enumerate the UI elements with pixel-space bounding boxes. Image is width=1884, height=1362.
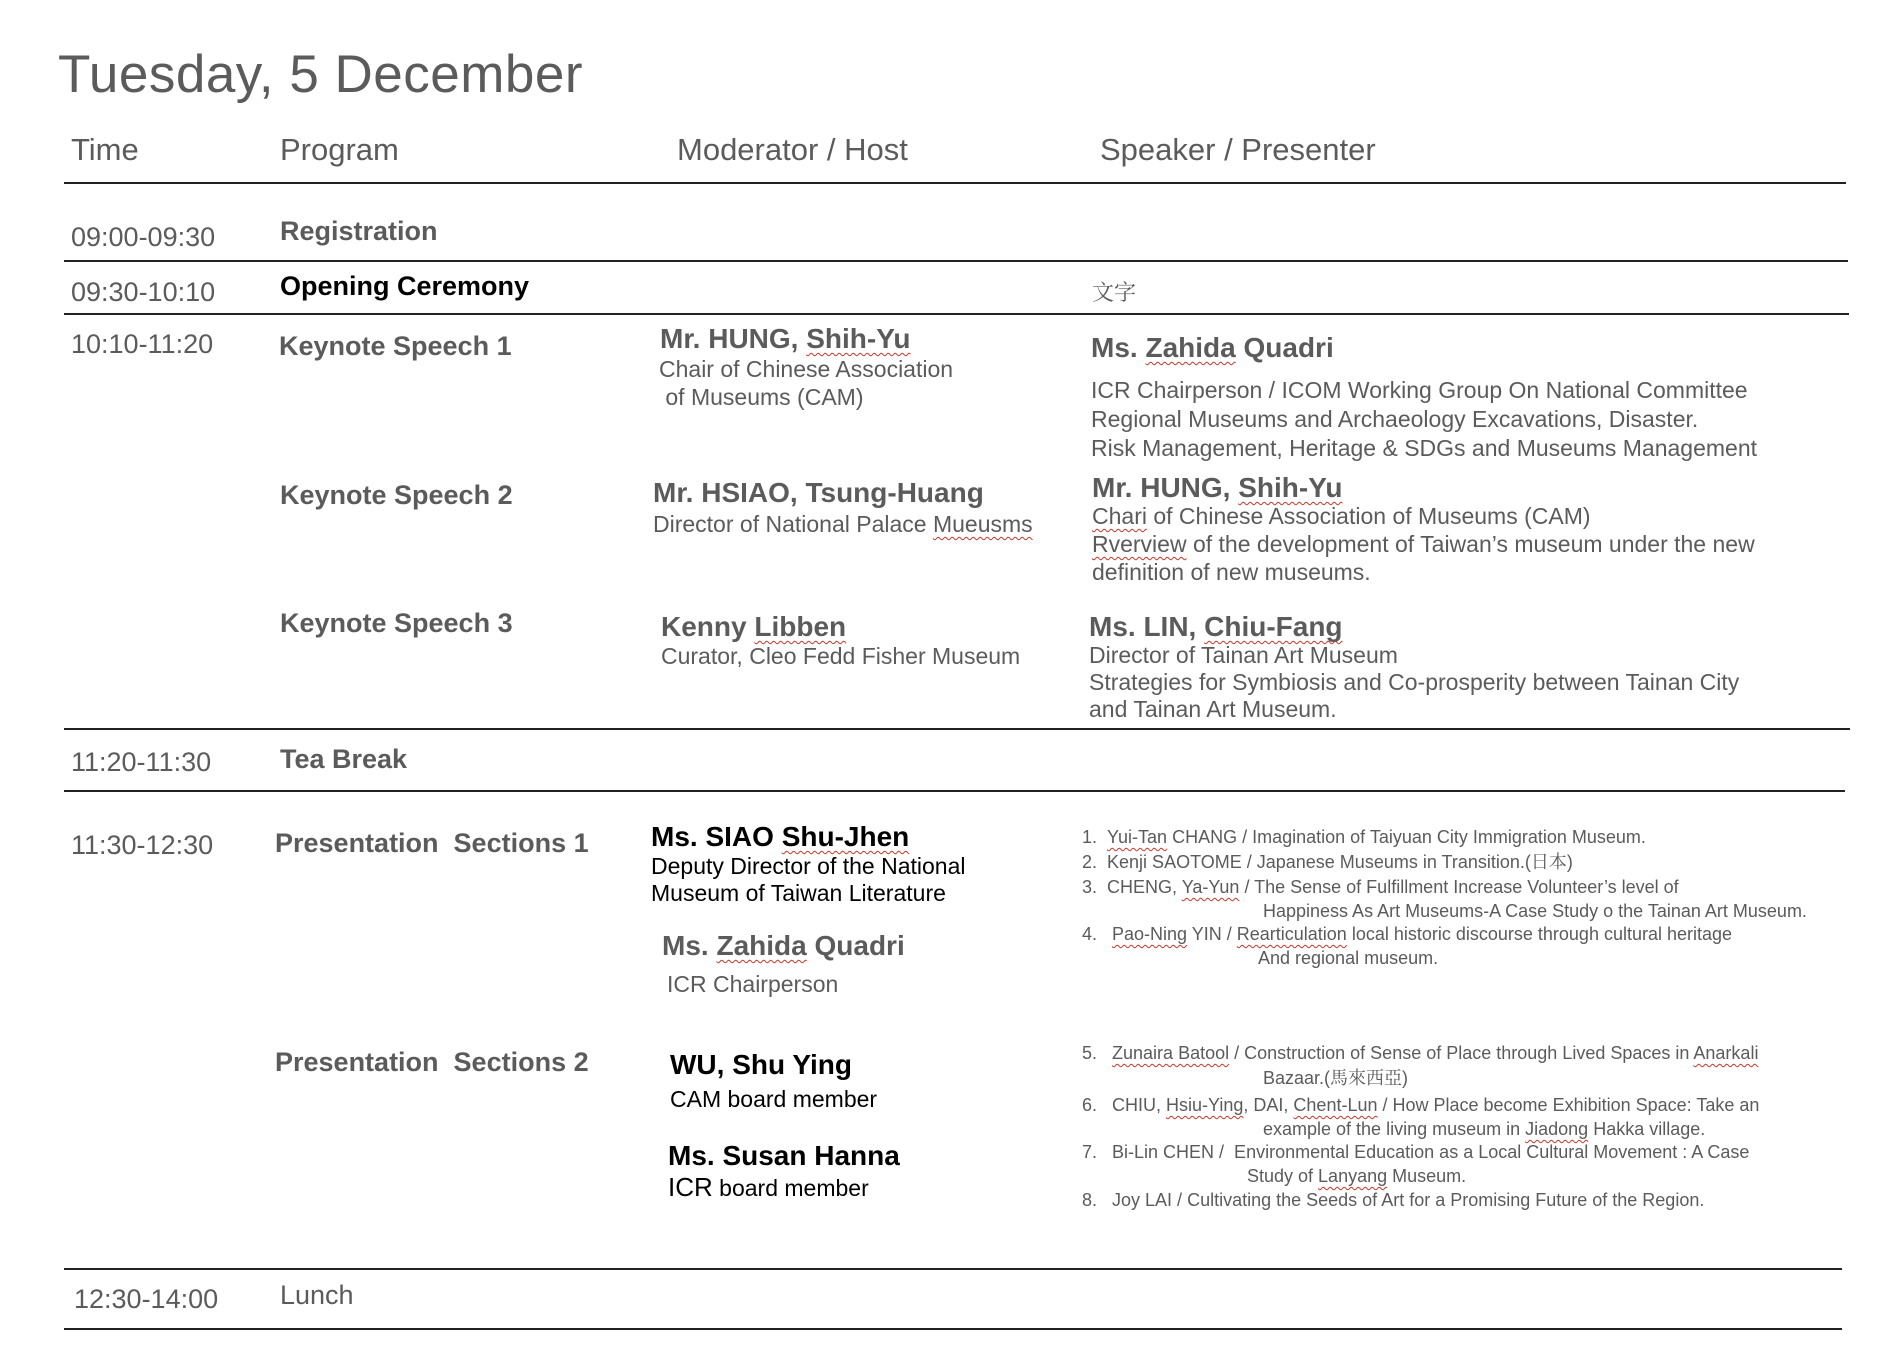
list-item: 2. Kenji SAOTOME / Japanese Museums in Transition.(日本): [1082, 852, 1573, 872]
speaker-name: Ms. LIN, Chiu-Fang: [1089, 611, 1343, 642]
list-item: 4. Pao-Ning YIN / Rearticulation local historic discourse through cultural heritage: [1082, 924, 1733, 944]
moderator-name: Mr. HSIAO, Tsung-Huang: [653, 477, 984, 508]
list-item: 8. Joy LAI / Cultivating the Seeds of Art for a Promising Future of the Region.: [1082, 1190, 1705, 1210]
speaker-opening: 文字: [1092, 280, 1137, 305]
divider: [64, 260, 1848, 262]
moderator-title: Curator, Cleo Fedd Fisher Museum: [661, 643, 1021, 669]
moderator-name: Ms. Zahida Quadri: [662, 930, 905, 961]
time-opening: 09:30-10:10: [71, 277, 216, 307]
list-item-continuation: Bazaar.(馬來西亞): [1263, 1068, 1409, 1088]
program-keynote-2: Keynote Speech 2: [280, 480, 513, 510]
moderator-name: Kenny Libben: [661, 611, 847, 642]
header-speaker: Speaker / Presenter: [1100, 132, 1376, 167]
program-registration: Registration: [280, 216, 438, 246]
divider: [64, 728, 1850, 730]
time-presentations: 11:30-12:30: [71, 830, 214, 860]
divider: [64, 790, 1845, 792]
list-item-continuation: Happiness As Art Museums-A Case Study o the Tainan Art Museum.: [1263, 901, 1807, 921]
divider: [64, 1328, 1842, 1330]
program-lunch: Lunch: [280, 1280, 354, 1310]
program-keynote-3: Keynote Speech 3: [280, 608, 513, 638]
divider: [64, 313, 1849, 315]
list-item-continuation: Study of Lanyang Museum.: [1247, 1166, 1467, 1186]
time-tea: 11:20-11:30: [71, 747, 212, 777]
time-lunch: 12:30-14:00: [74, 1284, 219, 1314]
header-time: Time: [71, 132, 139, 167]
moderator-title: ICR board member: [668, 1172, 869, 1202]
divider: [64, 182, 1846, 184]
speaker-topic: ICR Chairperson / ICOM Working Group On National Committee Regional Museums and Archaeology Excavations, Disaster. Risk Management, Heritage & SDGs and Museums Management: [1091, 377, 1758, 461]
list-item-continuation: And regional museum.: [1258, 948, 1439, 968]
header-moderator: Moderator / Host: [677, 132, 908, 167]
moderator-name: Mr. HUNG, Shih-Yu: [660, 323, 911, 354]
list-item: 7. Bi-Lin CHEN / Environmental Education as a Local Cultural Movement : A Case: [1082, 1142, 1750, 1162]
program-keynote-1: Keynote Speech 1: [279, 331, 512, 361]
program-opening: Opening Ceremony: [280, 271, 530, 301]
time-keynotes: 10:10-11:20: [71, 329, 214, 359]
program-section-2: Presentation Sections 2: [275, 1047, 589, 1077]
program-section-1: Presentation Sections 1: [275, 828, 589, 858]
moderator-title: ICR Chairperson: [667, 971, 839, 997]
moderator-name: Ms. Susan Hanna: [668, 1140, 900, 1171]
list-item-continuation: example of the living museum in Jiadong Hakka village.: [1263, 1119, 1706, 1139]
page-title: Tuesday, 5 December: [58, 45, 584, 104]
list-item: 1. Yui-Tan CHANG / Imagination of Taiyuan City Immigration Museum.: [1082, 827, 1646, 847]
program-tea: Tea Break: [280, 744, 408, 774]
moderator-name: Ms. SIAO Shu-Jhen: [651, 821, 910, 852]
time-registration: 09:00-09:30: [71, 222, 216, 252]
moderator-title: Chair of Chinese Association of Museums (CAM): [659, 356, 954, 410]
list-item: 5. Zunaira Batool / Construction of Sense of Place through Lived Spaces in Anarkali: [1082, 1043, 1759, 1063]
list-item: 6. CHIU, Hsiu-Ying, DAI, Chent-Lun / How Place become Exhibition Space: Take an: [1082, 1095, 1760, 1115]
moderator-title: Director of National Palace Mueusms: [653, 511, 1033, 537]
speaker-topic: Chari of Chinese Association of Museums (CAM) Rverview of the development of Taiwan’s museum under the new definition of new museums.: [1092, 503, 1755, 585]
speaker-name: Mr. HUNG, Shih-Yu: [1092, 472, 1343, 503]
speaker-name: Ms. Zahida Quadri: [1091, 332, 1334, 363]
moderator-title: Deputy Director of the National Museum of Taiwan Literature: [651, 853, 966, 906]
header-program: Program: [280, 132, 399, 167]
list-item: 3. CHENG, Ya-Yun / The Sense of Fulfillment Increase Volunteer’s level of: [1082, 877, 1679, 897]
moderator-name: WU, Shu Ying: [670, 1049, 852, 1080]
divider: [64, 1268, 1842, 1270]
speaker-topic: Director of Tainan Art Museum Strategies for Symbiosis and Co-prosperity between Tainan City and Tainan Art Museum.: [1089, 642, 1740, 722]
moderator-title: CAM board member: [670, 1086, 878, 1112]
